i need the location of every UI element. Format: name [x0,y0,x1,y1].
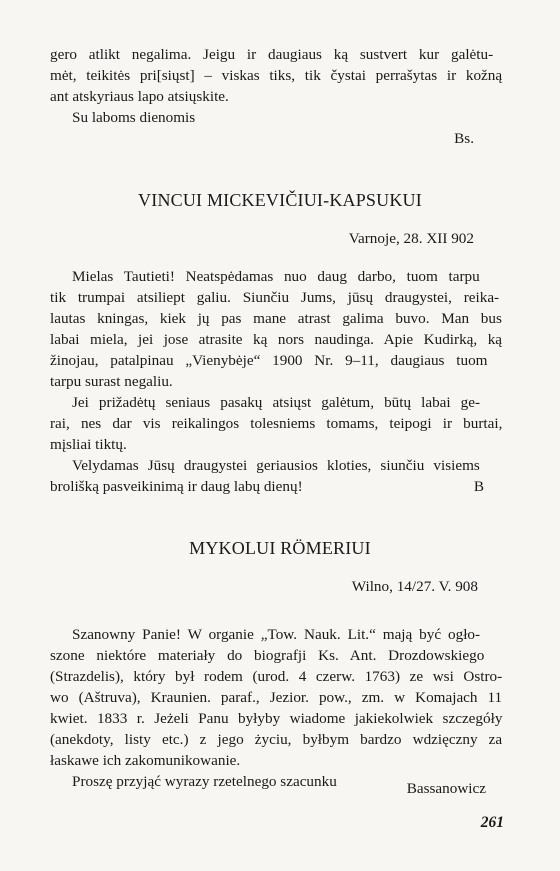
closing-line: Su laboms dienomis [72,109,196,126]
text-line: Proszę przyjąć wyrazy rzetelnego szacunku [72,773,337,790]
text-line: wo (Aštruva), Kraunien. paraf., Jezior. pow., zm. w Komajach 11 [50,689,503,706]
text-line: rai, nes dar vis reikalingos tolesniems tomams, teipogi ir burtai, [50,415,503,432]
signature-b: B [473,478,484,495]
text-line: szone niektóre materiały do biografji Ks. Ant. Drozdowskiego [50,647,485,664]
letter-body-kapsukas [50,266,502,497]
text-line: brolišką pasveikinimą ir daug labų dienų! [50,478,303,495]
text-line: žinojau, patalpinau „Vienybėje“ 1900 Nr. 9–11, daugiaus tuom [50,352,488,369]
signature-bassanowicz: Bassanowicz [406,780,486,797]
previous-letter-ending [50,44,502,128]
text-line: Mielas Tautieti! Neatspėdamas nuo daug darbo, tuom tarpu [72,268,480,285]
place-date: Wilno, 14/27. V. 908 [351,578,478,595]
text-line: (anekdoty, listy etc.) z jego życiu, byłbym bardzo wdzięczny za [50,731,503,748]
text-line: labai miela, jei jose atrasite ką nors naudinga. Apie Kudirką, ką [50,331,503,348]
letter-heading-kapsukas: VINCUI MICKEVIČIUI-KAPSUKUI [138,190,422,210]
text-line: Jei prižadėtų seniaus pasakų atsiųst galėtum, būtų labai ge- [72,394,481,411]
text-line: mįsliai tiktų. [50,436,127,453]
text-line: łaskawe ich zakomunikowanie. [50,752,241,769]
text-line: mėt, teikitės pri[siųst] – viskas tiks, tik čystai perrašytas ir kožną [50,67,503,84]
letter-heading-romeris: MYKOLUI RÖMERIUI [189,538,371,558]
text-line: gero atlikt negalima. Jeigu ir daugiaus ką sustvert kur galėtu- [50,46,494,63]
letter-body-romeris [50,624,502,792]
text-line: tik trumpai atsiliept galiu. Siunčiu Jums, jūsų draugystei, reika- [50,289,500,306]
text-line: Velydamas Jūsų draugystei geriausios kloties, siunčiu visiems [72,457,480,474]
text-line: tarpu surast negaliu. [50,373,173,390]
signature-bs: Bs. [454,130,474,147]
place-date: Varnoje, 28. XII 902 [348,230,474,247]
text-line: Szanowny Panie! W organie „Tow. Nauk. Lit.“ mają być ogło- [72,626,481,643]
text-line: lautas kningas, kiek jų pas mane atrast galima buvo. Man bus [50,310,502,327]
text-line: ant atskyriaus lapo atsiųskite. [50,88,229,105]
text-line: (Strazdelis), który był rodem (urod. 4 czerw. 1763) ze wsi Ostro- [50,668,503,685]
page-number: 261 [480,814,504,831]
text-line: kwiet. 1833 r. Jeżeli Panu byłyby wiadome jakiekolwiek szczegóły [50,710,503,727]
